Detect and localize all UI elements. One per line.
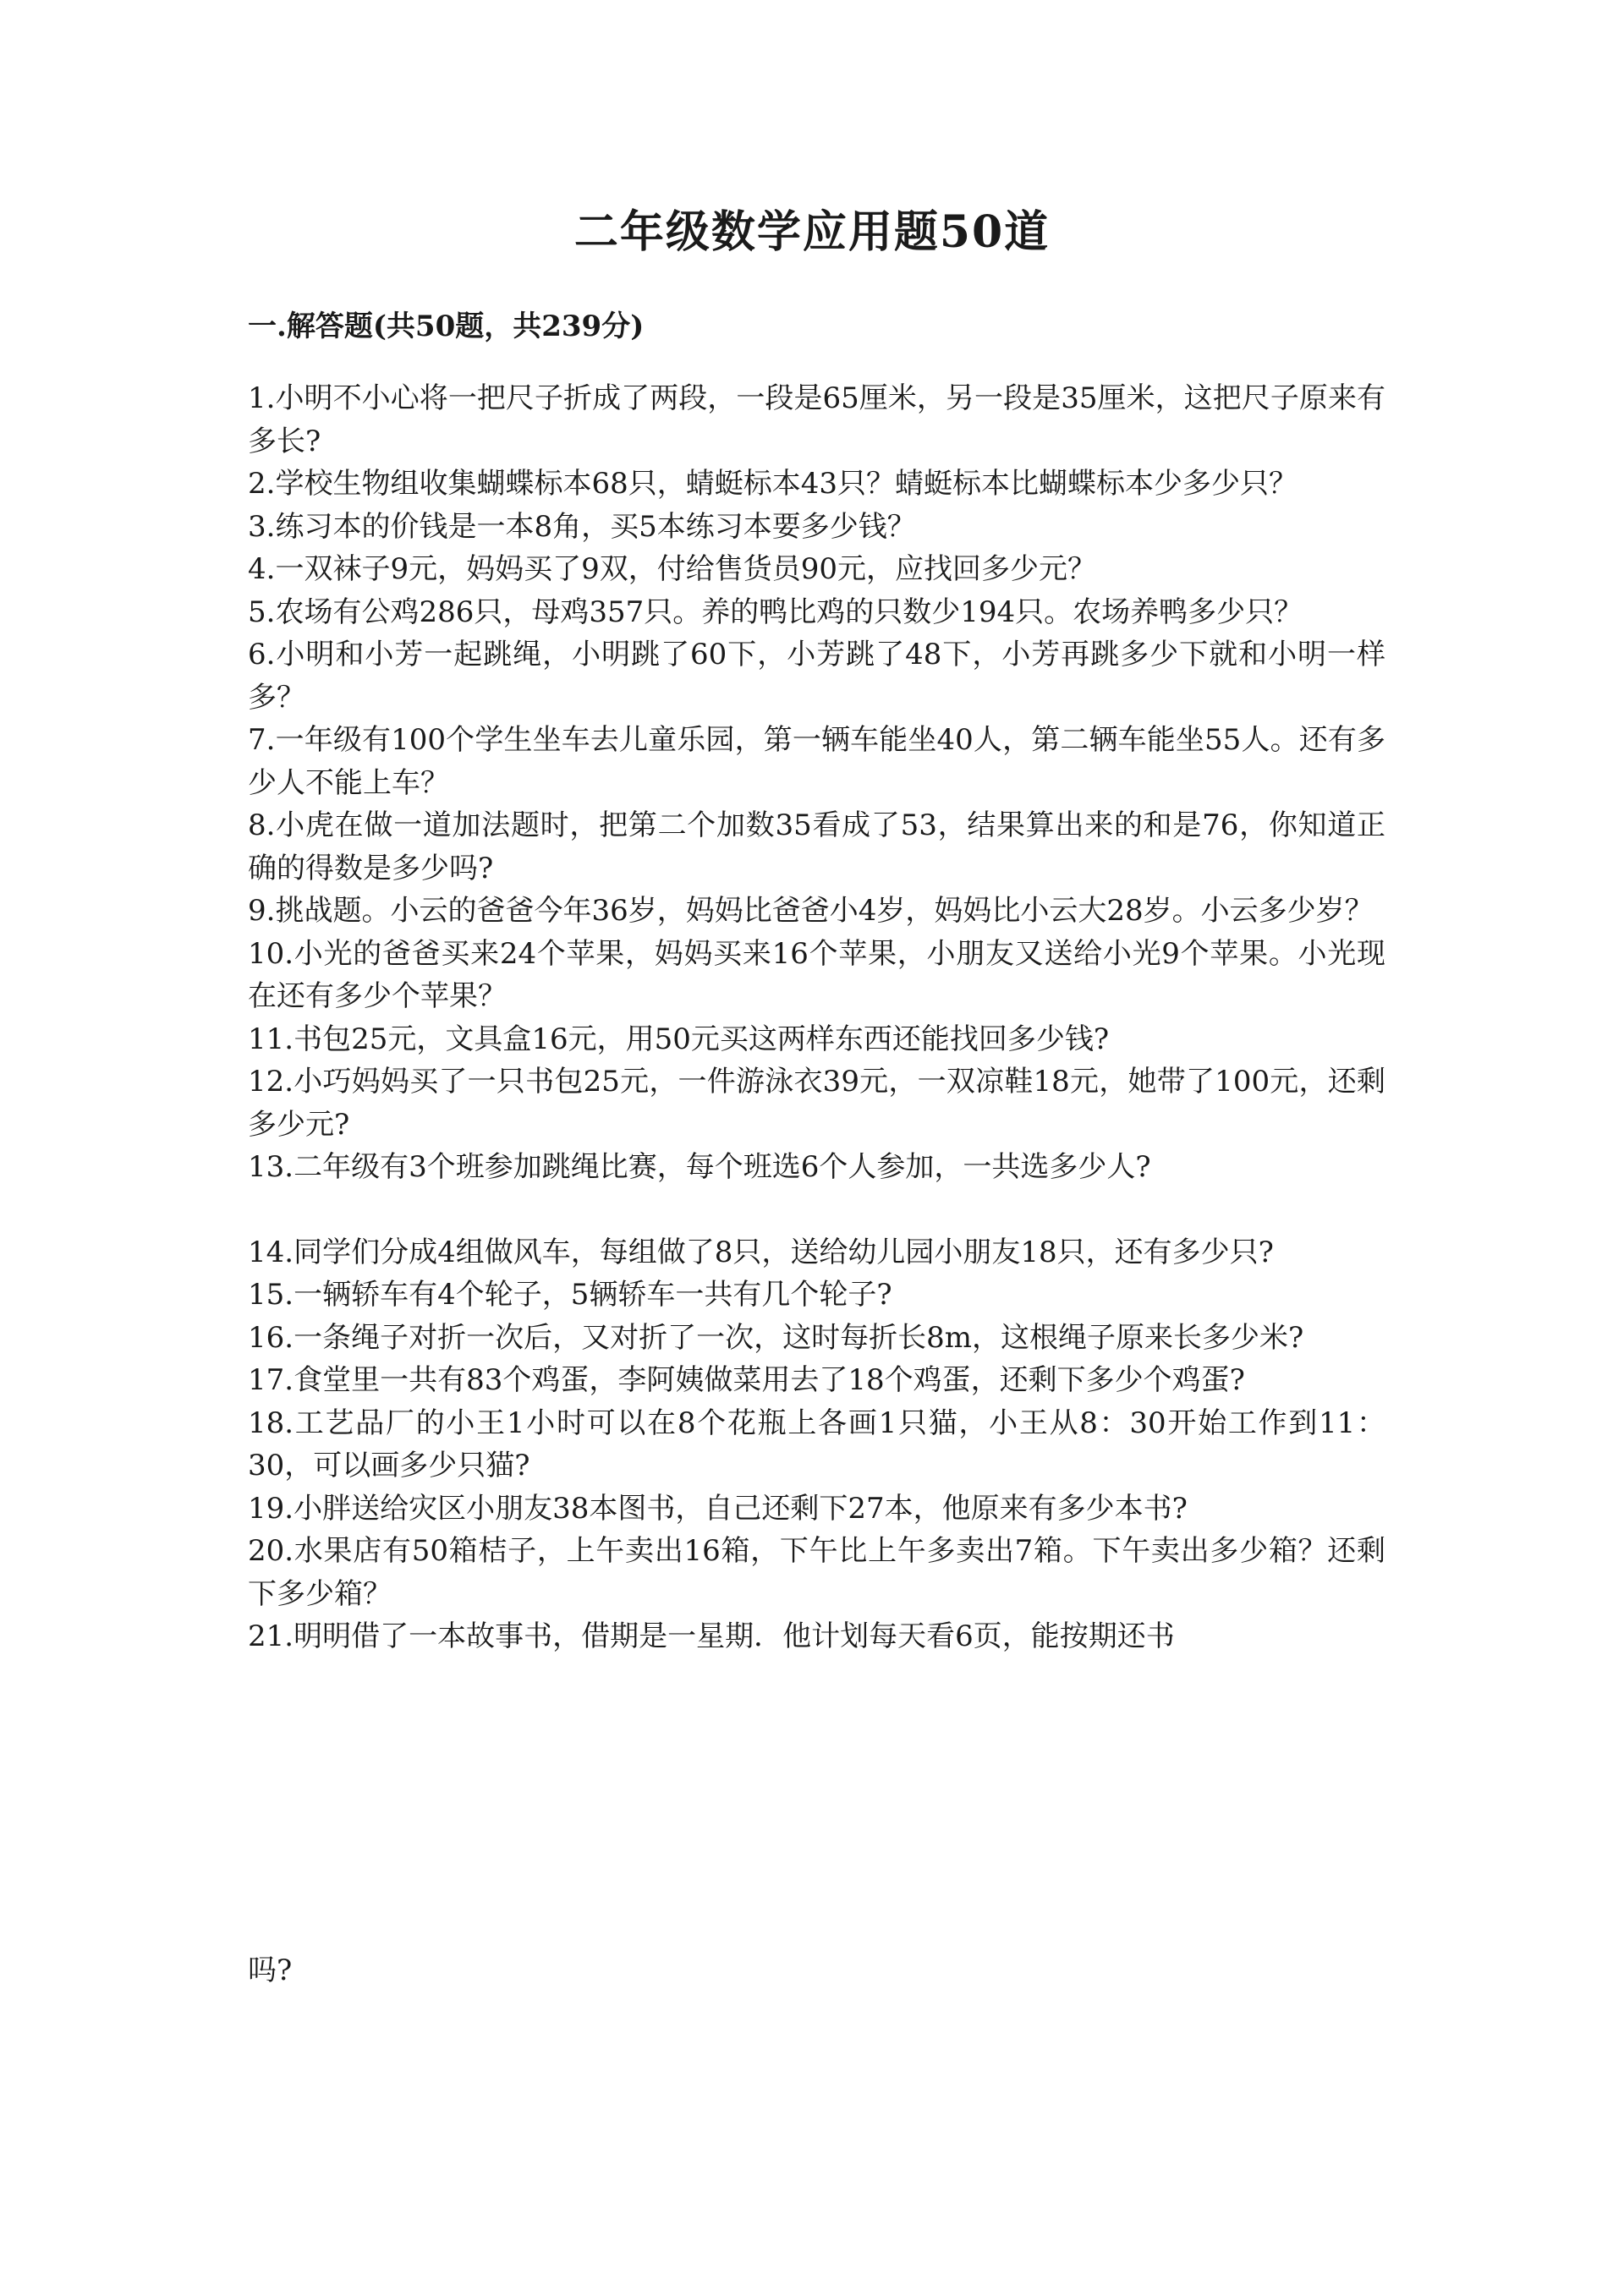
question-item: 20.水果店有50箱桔子，上午卖出16箱，下午比上午多卖出7箱。下午卖出多少箱？还剩下多少箱？ [248, 1534, 1385, 1611]
question-item: 11.书包25元，文具盒16元，用50元买这两样东西还能找回多少钱? [248, 1022, 1110, 1056]
question-list [248, 377, 1385, 1658]
question-item: 5.农场有公鸡286只，母鸡357只。养的鸭比鸡的只数少194只。农场养鸭多少只？ [248, 595, 1303, 629]
question-item: 3.练习本的价钱是一本8角，买5本练习本要多少钱？ [248, 509, 916, 544]
question-item: 13.二年级有3个班参加跳绳比赛，每个班选6个人参加，一共选多少人? [248, 1150, 1151, 1184]
question-item: 7.一年级有100个学生坐车去儿童乐园，第一辆车能坐40人，第二辆车能坐55人。还有多少人不能上车？ [248, 723, 1385, 800]
question-item: 14.同学们分成4组做风车，每组做了8只，送给幼儿园小朋友18只，还有多少只? [248, 1235, 1274, 1269]
question-item: 18.工艺品厂的小王1小时可以在8个花瓶上各画1只猫，小王从8：30开始工作到11：30，可以画多少只猫? [248, 1406, 1385, 1482]
question-item: 15.一辆轿车有4个轮子，5辆轿车一共有几个轮子? [248, 1278, 892, 1312]
question-item: 6.小明和小芳一起跳绳，小明跳了60下，小芳跳了48下，小芳再跳多少下就和小明一样多？ [248, 638, 1385, 715]
section-heading: 一.解答题(共50题，共239分) [248, 310, 645, 343]
question-item: 21.明明借了一本故事书，借期是一星期．他计划每天看6页，能按期还书 [248, 1619, 1175, 1653]
question-item: 4.一双袜子9元，妈妈买了9双，付给售货员90元，应找回多少元？ [248, 552, 1096, 586]
question-item: 10.小光的爸爸买来24个苹果，妈妈买来16个苹果，小朋友又送给小光9个苹果。小光现在还有多少个苹果？ [248, 936, 1385, 1013]
question-item: 19.小胖送给灾区小朋友38本图书，自己还剩下27本，他原来有多少本书? [248, 1491, 1188, 1526]
question-item: 9.挑战题。小云的爸爸今年36岁，妈妈比爸爸小4岁，妈妈比小云大28岁。小云多少岁？ [248, 894, 1374, 928]
question-continuation: 吗? [248, 1954, 293, 1987]
question-item: 16.一条绳子对折一次后，又对折了一次，这时每折长8m，这根绳子原来长多少米? [248, 1320, 1304, 1355]
question-item: 12.小巧妈妈买了一只书包25元，一件游泳衣39元，一双凉鞋18元，她带了100元，还剩多少元? [248, 1065, 1385, 1142]
question-item: 2.学校生物组收集蝴蝶标本68只，蜻蜓标本43只？蜻蜓标本比蝴蝶标本少多少只？ [248, 467, 1298, 501]
page-title: 二年级数学应用题50道 [573, 206, 1051, 258]
question-item: 8.小虎在做一道加法题时，把第二个加数35看成了53，结果算出来的和是76，你知道正确的得数是多少吗? [248, 808, 1385, 885]
question-item: 17.食堂里一共有83个鸡蛋，李阿姨做菜用去了18个鸡蛋，还剩下多少个鸡蛋? [248, 1363, 1245, 1397]
question-item: 1.小明不小心将一把尺子折成了两段，一段是65厘米，另一段是35厘米，这把尺子原来有多长? [248, 381, 1385, 458]
